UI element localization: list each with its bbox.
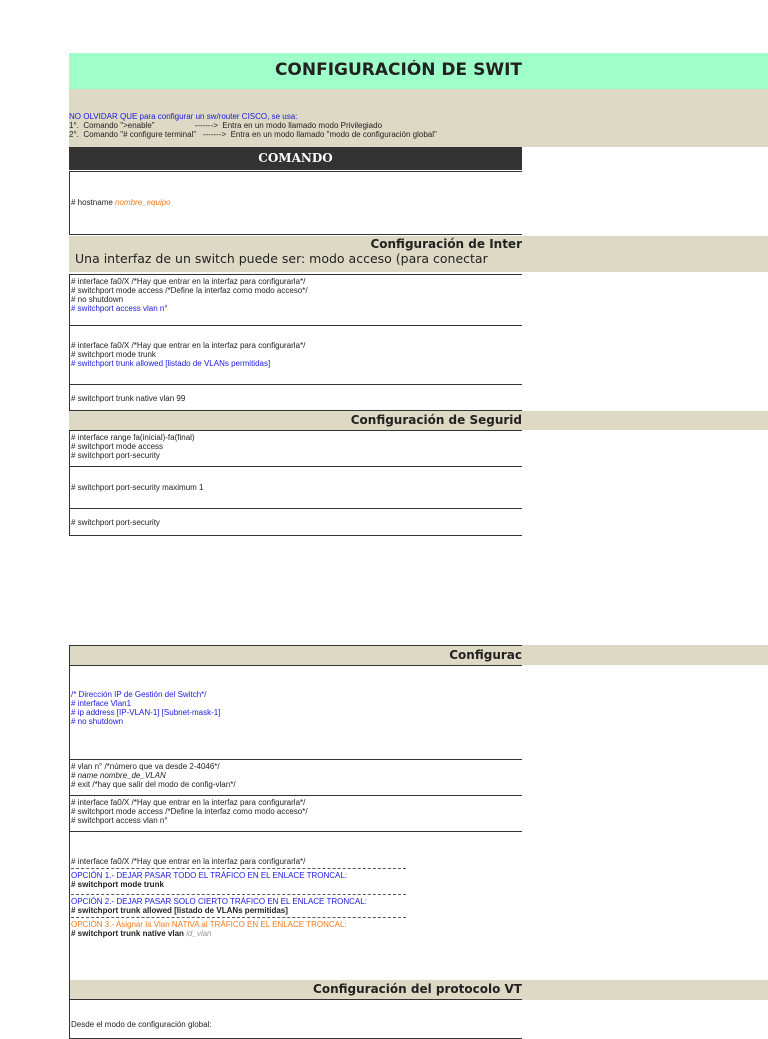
option-3-prefix: # switchport trunk native vlan — [71, 929, 187, 938]
command-line: # no shutdown — [71, 295, 124, 304]
section2-title: Configurac — [449, 648, 522, 662]
interface-access-cell — [69, 274, 522, 326]
command-line: # switchport mode access — [71, 442, 164, 451]
option-1-label: OPCIÓN 1.- DEJAR PASAR TODO EL TRÁFICO EN EL ENLACE TRONCAL: — [71, 871, 348, 880]
divider — [71, 894, 406, 895]
command-line: Desde el modo de configuración global: — [71, 1020, 212, 1029]
option-3-command — [71, 929, 522, 938]
security-range-cell — [69, 430, 522, 467]
command-line: # interface fa0/X /*Hay que entrar en la interfaz para configurarla*/ — [71, 341, 306, 350]
vtp-cell — [69, 999, 522, 1039]
command-line: /* Dirección IP de Gestión del Switch*/ — [71, 690, 207, 699]
command-line: # switchport mode trunk — [71, 350, 156, 359]
notice-box — [69, 111, 522, 147]
comando-header-label: COMANDO — [258, 151, 333, 165]
notice-heading: NO OLVIDAR QUE para configurar un sw/router CISCO, se usa: — [69, 112, 298, 121]
page-title: CONFIGURACIÓN DE SWIT — [274, 60, 522, 80]
command-line: # name nombre_de_VLAN — [71, 771, 166, 780]
option-3-value: id_vlan — [186, 929, 212, 938]
option-2-label: OPCIÓN 2.- DEJAR PASAR SOLO CIERTO TRÁFICO EN EL ENLACE TRONCAL: — [71, 897, 367, 906]
command-line: # switchport port-security maximum 1 — [71, 483, 204, 492]
option-2-command: # switchport trunk allowed [listado de VLANs permitidas] — [71, 906, 288, 915]
command-line: # switchport trunk allowed [listado de VLANs permitidas] — [71, 359, 271, 368]
security-maximum-cell — [69, 466, 522, 509]
interfaces-subtitle: Una interfaz de un switch puede ser: modo acceso (para conectar — [75, 251, 488, 266]
command-line: # vlan n° /*número que va desde 2-4046*/ — [71, 762, 220, 771]
command-line: # no shutdown — [71, 717, 124, 726]
interface-trunk-cell — [69, 325, 522, 385]
hostname-command — [71, 198, 171, 207]
hostname-value: nombre_equipo — [115, 198, 171, 207]
comando-header — [69, 147, 522, 170]
command-line: # switchport port-security — [71, 518, 160, 527]
command-line: # switchport trunk native vlan 99 — [71, 394, 186, 403]
command-line: # ip address [IP-VLAN-1] [Subnet-mask-1] — [71, 708, 221, 717]
native-vlan-cell — [69, 384, 522, 411]
hostname-cell — [69, 171, 522, 235]
hostname-prefix: # hostname — [71, 198, 116, 207]
option-3-label: OPCIÓN 3.- Asignar la Vlan NATIVA al TRÁFICO EN EL ENLACE TRONCAL: — [71, 920, 347, 929]
command-line: # interface fa0/X /*Hay que entrar en la interfaz para configurarla*/ — [71, 277, 306, 286]
command-line: # switchport mode access /*Define la interfaz como modo acceso*/ — [71, 807, 308, 816]
interfaces-title: Configuración de Inter — [370, 237, 522, 251]
option-1-command: # switchport mode trunk — [71, 880, 164, 889]
command-line: # interface fa0/X /*Hay que entrar en la interfaz para configurarla*/ — [71, 857, 306, 866]
security-enable-cell — [69, 508, 522, 536]
notice-line: 1°. Comando ">enable" -------> Entra en un modo llamado modo Privilegiado — [69, 121, 383, 130]
command-line: # interface Vlan1 — [71, 699, 132, 708]
command-line: # switchport access vlan n° — [71, 304, 168, 313]
trunk-options-cell — [69, 831, 522, 981]
vlan-create-cell — [69, 759, 522, 796]
command-line: # exit /*hay que salir del modo de config-vlan*/ — [71, 780, 236, 789]
mgmt-ip-cell — [69, 665, 522, 760]
command-line: # switchport mode access /*Define la interfaz como modo acceso*/ — [71, 286, 308, 295]
command-line: # interface range fa(inicial)-fa(final) — [71, 433, 195, 442]
divider — [71, 917, 406, 918]
notice-line: 2°. Comando "# configure terminal" -------> Entra en un modo llamado "modo de configuración global" — [69, 130, 437, 139]
command-line: # switchport port-security — [71, 451, 160, 460]
divider — [71, 868, 406, 869]
security-title: Configuración de Segurid — [350, 413, 522, 427]
access-vlan-cell — [69, 795, 522, 832]
vtp-title: Configuración del protocolo VT — [313, 982, 522, 996]
command-line: # interface fa0/X /*Hay que entrar en la interfaz para configurarla*/ — [71, 798, 306, 807]
command-line: # switchport access vlan n° — [71, 816, 168, 825]
